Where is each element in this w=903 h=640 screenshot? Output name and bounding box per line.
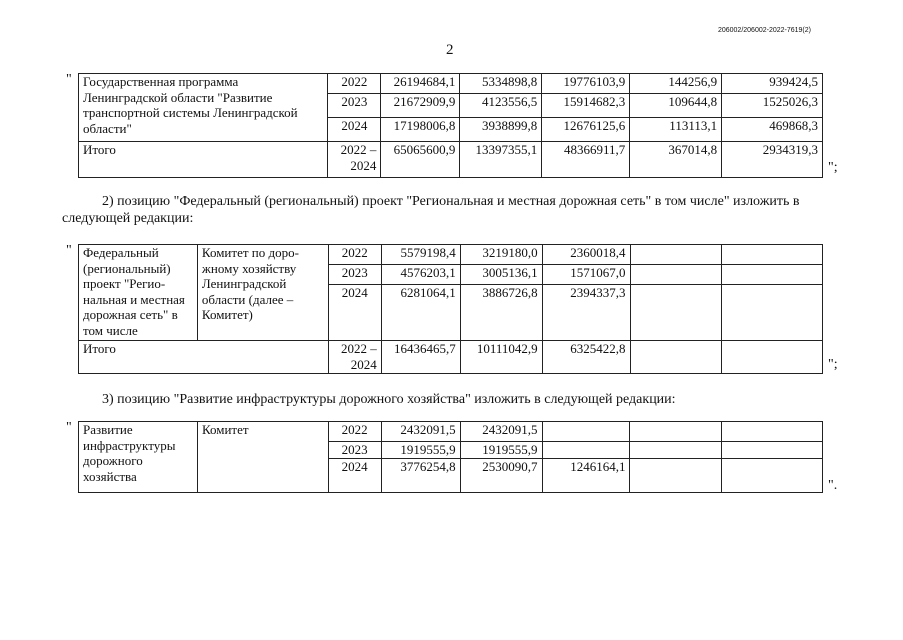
value-cell: 1919555,9 — [381, 442, 460, 459]
value-cell: 3886726,8 — [460, 285, 542, 341]
value-cell: 2432091,5 — [460, 422, 542, 442]
year-cell: 2023 — [328, 94, 381, 118]
empty-cell — [630, 459, 722, 493]
total-value: 10111042,9 — [460, 341, 542, 374]
year-cell: 2024 — [328, 285, 381, 341]
open-quote: " — [66, 420, 72, 435]
value-cell: 4576203,1 — [381, 265, 460, 285]
page-number: 2 — [446, 42, 454, 58]
value-cell: 5579198,4 — [381, 245, 460, 265]
project-name: Федеральный (региональный) проект "Регио-нальная и местная дорожная сеть" в том числе — [79, 245, 198, 341]
total-label: Итого — [79, 341, 329, 374]
value-cell: 1571067,0 — [542, 265, 630, 285]
year-cell: 2023 — [328, 442, 381, 459]
value-cell — [542, 442, 630, 459]
total-value: 13397355,1 — [460, 142, 542, 178]
close-quote: "; — [828, 160, 838, 175]
value-cell: 4123556,5 — [460, 94, 542, 118]
table-row — [79, 422, 823, 442]
value-cell: 1246164,1 — [542, 459, 630, 493]
empty-cell — [630, 422, 722, 442]
total-value: 65065600,9 — [381, 142, 460, 178]
empty-cell — [630, 245, 722, 265]
value-cell: 3005136,1 — [460, 265, 542, 285]
executor-name: Комитет по доро-жному хозяйству Ленинградской области (далее – Комитет) — [197, 245, 328, 341]
value-cell: 3219180,0 — [460, 245, 542, 265]
total-row — [79, 341, 823, 374]
value-cell: 2394337,3 — [542, 285, 630, 341]
empty-cell — [722, 265, 823, 285]
value-cell: 113113,1 — [630, 118, 722, 142]
table-row — [79, 245, 823, 265]
total-value: 367014,8 — [630, 142, 722, 178]
open-quote: " — [66, 243, 72, 258]
empty-cell — [722, 245, 823, 265]
year-cell: 2023 — [328, 265, 381, 285]
value-cell: 21672909,9 — [381, 94, 460, 118]
value-cell: 5334898,8 — [460, 74, 542, 94]
year-cell: 2022 — [328, 245, 381, 265]
paragraph-3: 3) позицию "Развитие инфраструктуры дорожного хозяйства" изложить в следующей редакции: — [102, 392, 676, 407]
position-name: Развитие инфраструктуры дорожного хозяйства — [79, 422, 198, 493]
year-cell: 2022 — [328, 74, 381, 94]
value-cell: 19776103,9 — [542, 74, 630, 94]
value-cell: 2360018,4 — [542, 245, 630, 265]
empty-cell — [630, 442, 722, 459]
program-name: Государственная программа Ленинградской области "Развитие транспортной системы Ленинградской области" — [79, 74, 328, 142]
value-cell: 3776254,8 — [381, 459, 460, 493]
value-cell: 2432091,5 — [381, 422, 460, 442]
year-cell: 2024 — [328, 459, 381, 493]
total-year: 2022 – 2024 — [328, 341, 381, 374]
empty-cell — [722, 422, 823, 442]
empty-cell — [630, 285, 722, 341]
empty-cell — [722, 285, 823, 341]
close-quote: ". — [828, 478, 838, 493]
value-cell: 26194684,1 — [381, 74, 460, 94]
value-cell: 469868,3 — [722, 118, 823, 142]
value-cell: 12676125,6 — [542, 118, 630, 142]
table-row — [79, 74, 823, 94]
year-cell: 2024 — [328, 118, 381, 142]
total-row — [79, 142, 823, 178]
empty-cell — [722, 442, 823, 459]
total-label: Итого — [79, 142, 328, 178]
total-value: 16436465,7 — [381, 341, 460, 374]
empty-cell — [722, 341, 823, 374]
federal-project-table — [78, 244, 823, 374]
program-table — [78, 73, 823, 178]
value-cell — [542, 422, 630, 442]
value-cell: 3938899,8 — [460, 118, 542, 142]
empty-cell — [722, 459, 823, 493]
total-value: 2934319,3 — [722, 142, 823, 178]
close-quote: "; — [828, 357, 838, 372]
value-cell: 144256,9 — [630, 74, 722, 94]
paragraph-2: 2) позицию "Федеральный (региональный) проект "Региональная и местная дорожная сеть" в том числе" изложить в следующей редакции: — [62, 194, 800, 226]
year-cell: 2022 — [328, 422, 381, 442]
total-value: 6325422,8 — [542, 341, 630, 374]
value-cell: 109644,8 — [630, 94, 722, 118]
value-cell: 15914682,3 — [542, 94, 630, 118]
value-cell: 1919555,9 — [460, 442, 542, 459]
value-cell: 2530090,7 — [460, 459, 542, 493]
empty-cell — [630, 265, 722, 285]
total-value: 48366911,7 — [542, 142, 630, 178]
value-cell: 17198006,8 — [381, 118, 460, 142]
infrastructure-table — [78, 421, 823, 493]
executor-name: Комитет — [197, 422, 328, 493]
empty-cell — [630, 341, 722, 374]
value-cell: 939424,5 — [722, 74, 823, 94]
value-cell: 6281064,1 — [381, 285, 460, 341]
document-id: 206002/206002-2022-7619(2) — [717, 27, 811, 34]
value-cell: 1525026,3 — [722, 94, 823, 118]
total-year: 2022 – 2024 — [328, 142, 381, 178]
open-quote: " — [66, 72, 72, 87]
